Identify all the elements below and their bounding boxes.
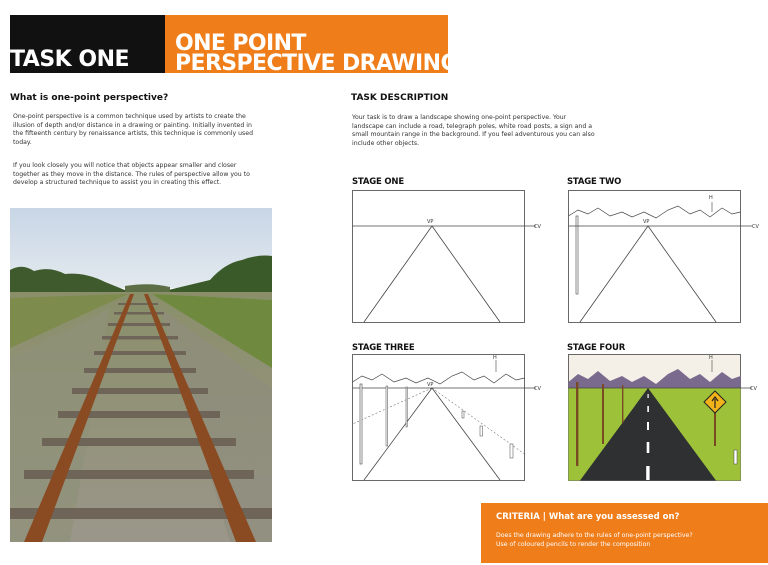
intro-paragraph-1 [13,113,273,147]
intro-p1-line: the fifteenth century by renaissance artists, this technique is commonly used [13,130,254,138]
stage-two-label: STAGE TWO [567,177,622,187]
title-line-2: PERSPECTIVE DRAWING [175,51,458,76]
intro-p2-line: develop a structured technique to assist you in creating this effect. [13,179,222,187]
criteria-item: Use of coloured pencils to render the composition [496,541,651,548]
task-line: small mountain range in the background. If you feel adventurous you can also [352,131,595,139]
title-line-1: ONE POINT [175,31,306,56]
task-label: TASK ONE [10,47,130,72]
intro-p2-line: together as they move in the distance. The rules of perspective allow you to [13,170,250,178]
task-line: Your task is to draw a landscape showing one-point perspective. Your [352,114,567,121]
intro-paragraph-2 [13,162,273,188]
intro-p1-line: today. [13,138,32,146]
vp-label: VP [643,219,650,225]
criteria-item: Does the drawing adhere to the rules of one-point perspective? [496,532,693,539]
stage-two-diagram [566,190,768,325]
vp-label: VP [427,382,434,388]
cv-label: CV [534,386,541,392]
stage-three-label: STAGE THREE [352,343,415,353]
h-label: H [709,355,713,361]
task-description [352,114,632,148]
stage-four-diagram [566,354,768,484]
stage-one-label: STAGE ONE [352,177,404,187]
cv-label: CV [750,386,757,392]
stage-three-diagram [350,354,550,484]
criteria-title: CRITERIA | What are you assessed on? [496,512,680,522]
task-line: include other objects. [352,139,420,147]
h-label: H [709,195,713,201]
intro-p2-line: If you look closely you will notice that objects appear smaller and closer [13,162,237,169]
vp-label: VP [427,219,434,225]
cv-label: CV [534,224,541,230]
intro-heading: What is one-point perspective? [10,93,169,103]
page-title [175,31,458,76]
intro-p1-line: One-point perspective is a common technique used by artists to create the [13,113,246,120]
railway-track-photo [10,208,272,542]
criteria-box [481,503,768,563]
task-heading: TASK DESCRIPTION [351,93,449,103]
h-label: H [493,355,497,361]
intro-p1-line: illusion of depth and/or distance in a drawing or painting. Initially invented in [13,121,252,129]
stage-four-label: STAGE FOUR [567,343,626,353]
stage-one-diagram [350,190,550,325]
cv-label: CV [752,224,759,230]
task-line: landscape can include a road, telegraph poles, white road posts, a sign and a [352,122,593,130]
